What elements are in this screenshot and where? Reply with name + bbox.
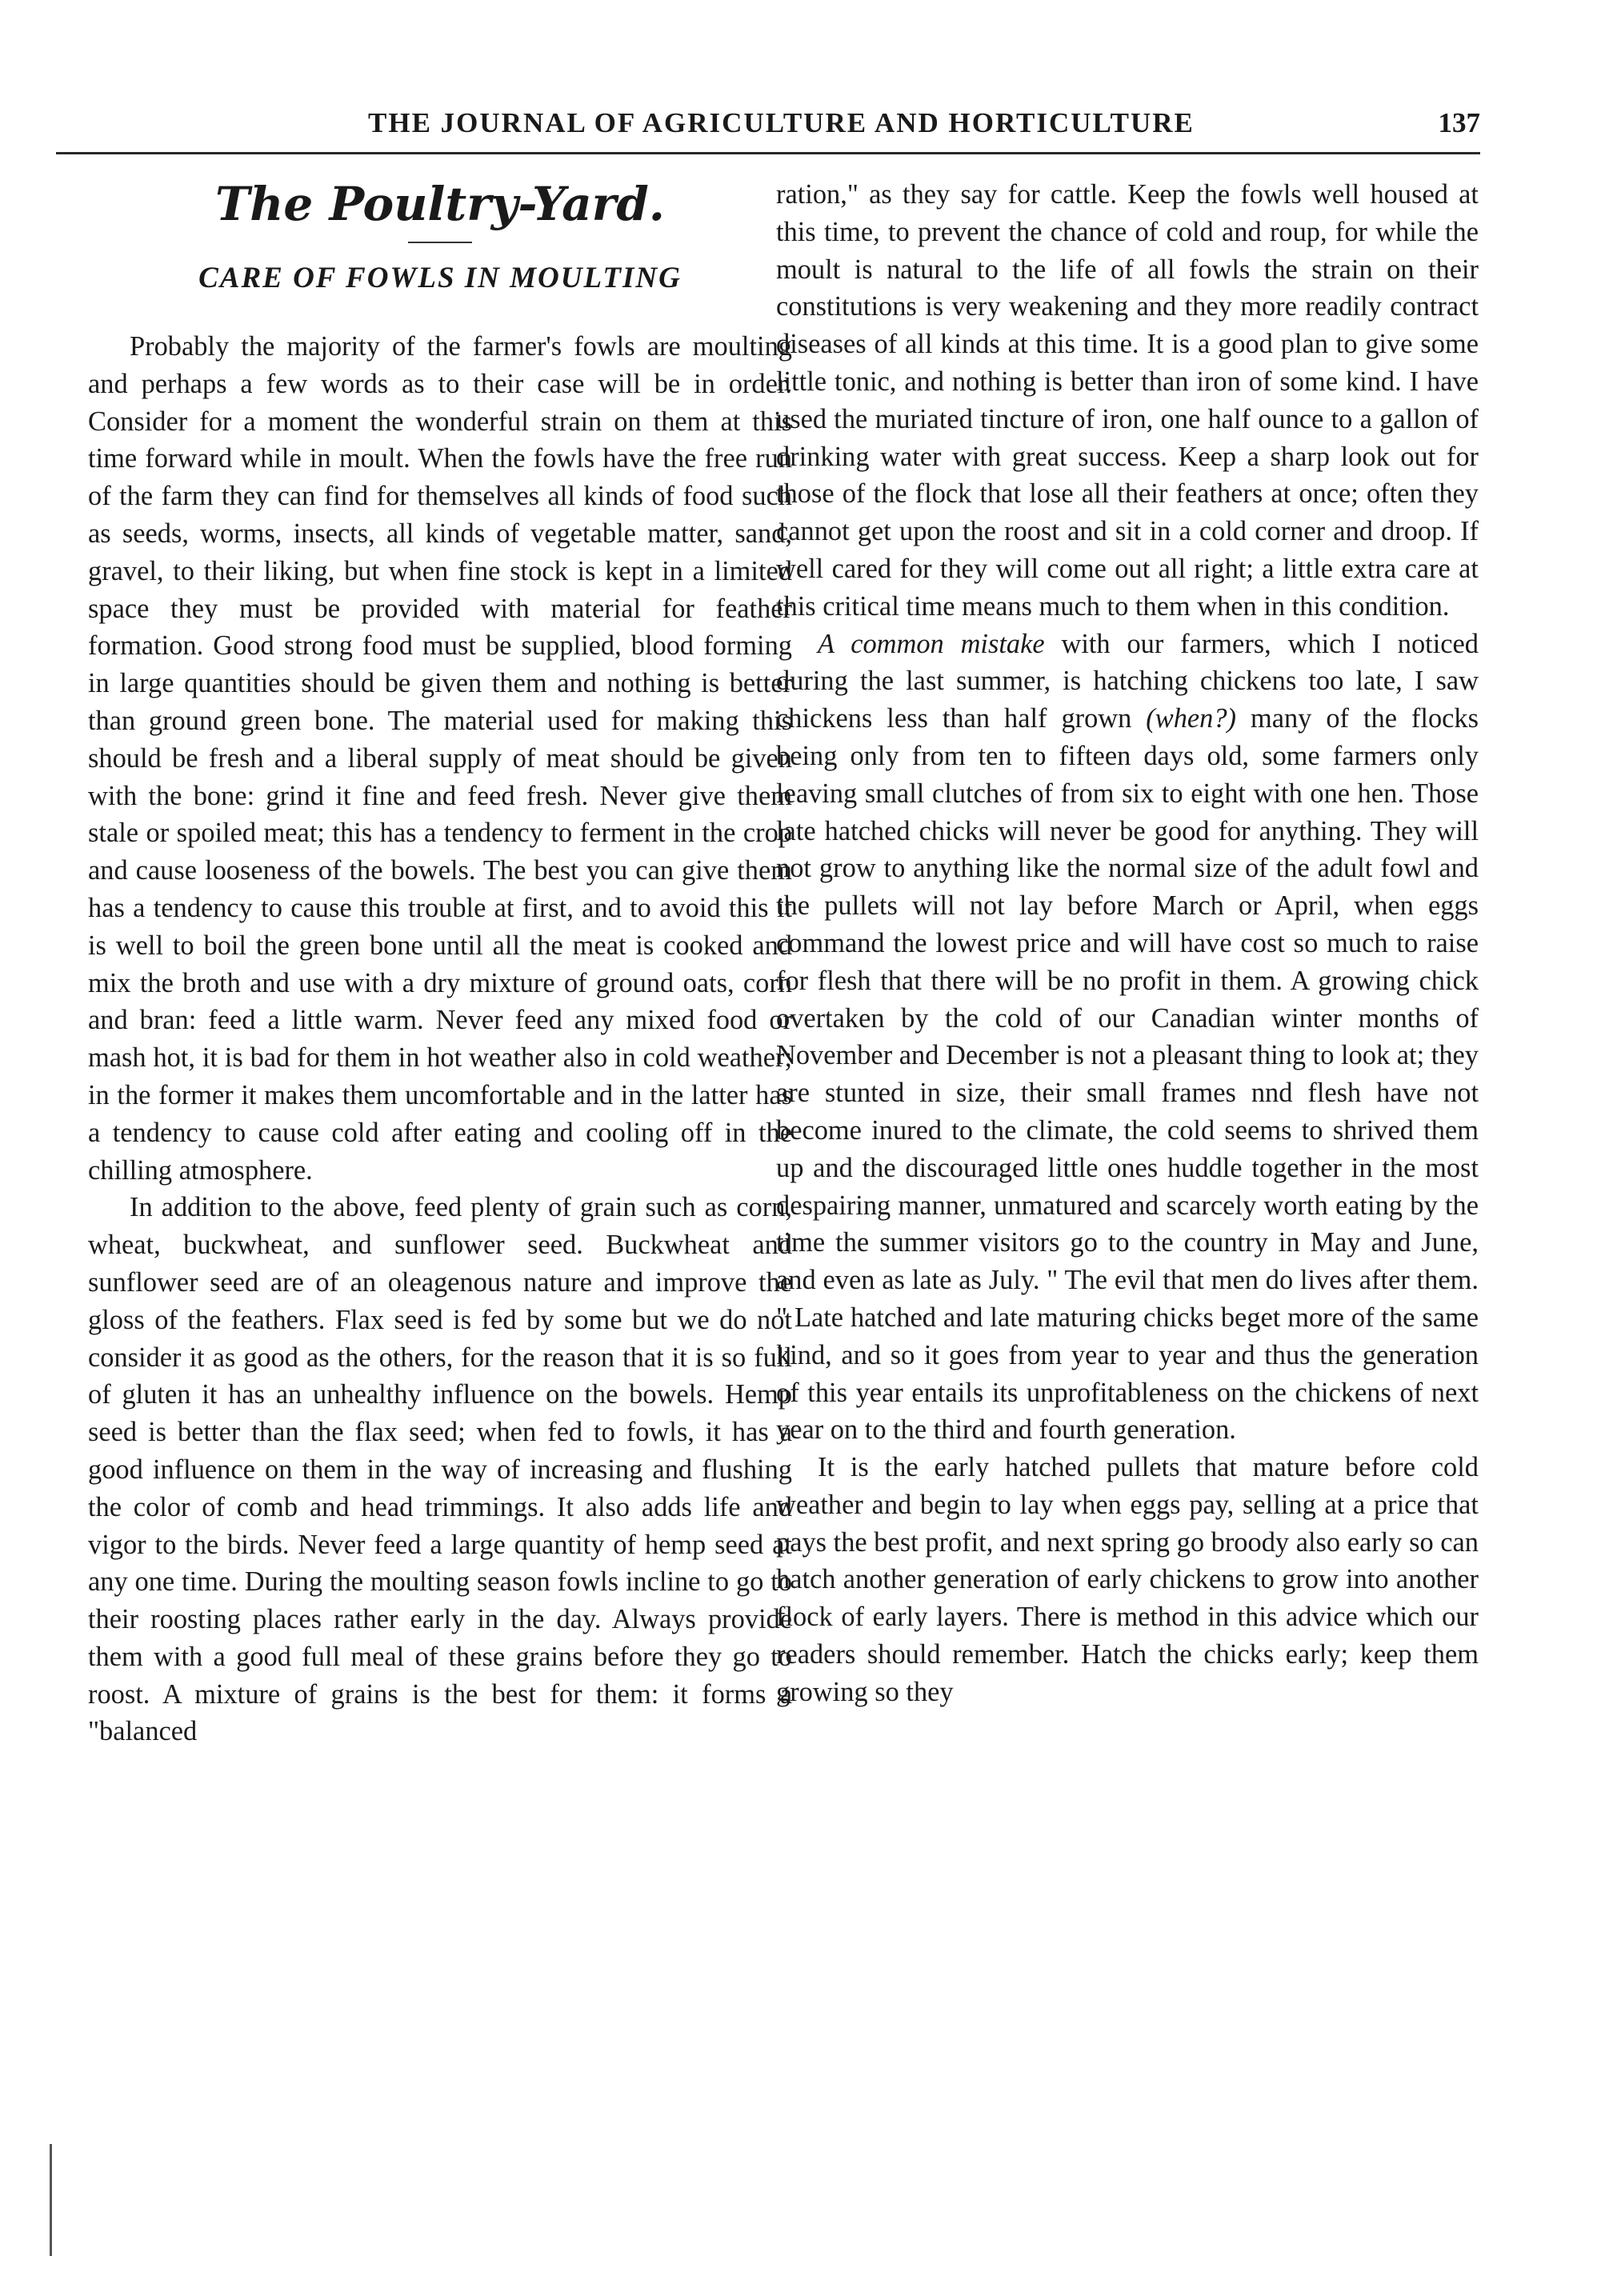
left-column [88,176,792,1750]
section-heading: The Poultry-Yard. [215,177,665,231]
emphasis: (when?) [1146,703,1236,734]
running-header [56,104,1480,154]
paragraph: In addition to the above, feed plenty of grain such as corn, wheat, buckwheat, and sunflower seed. Buckwheat and sunflower seed are of an oleagenous nature and improve the gloss of the feathers. Flax seed is fed by some but we do not consider it as good as the others, for the reason that it is so full of gluten it has an unhealthy influence on the bowels. Hemp seed is better than the flax seed; when fed to fowls, it has a good influence on them in the way of increasing and flushing the color of comb and head trimmings. It also adds life and vigor to the birds. Never feed a large quantity of hemp seed at any one time. During the moulting season fowls incline to go to their roosting places rather early in the day. Always provide them with a good full meal of these grains before they go to roost. A mixture of grains is the best for them: it forms a "balanced [88,1192,792,1747]
paragraph-text: with our farmers, which I noticed during the last summer, is hatching chickens too late, I saw chickens less than half grown [776,628,1479,734]
right-column [776,176,1479,1711]
article-title: CARE OF FOWLS IN MOULTING [198,262,682,294]
heading-divider [408,242,472,243]
running-title: THE JOURNAL OF AGRICULTURE AND HORTICULTURE [368,107,1195,138]
paragraph: Probably the majority of the farmer's fowls are moulting and perhaps a few words as to their case will be in order. Consider for a moment the wonderful strain on them at this time forward while in moult. When the fowls have the free run of the farm they can find for themselves all kinds of food such as seeds, worms, insects, all kinds of vegetable matter, sand, gravel, to their liking, but when fine stock is kept in a limited space they must be provided with material for feather formation. Good strong food must be supplied, blood forming in large quantities should be given them and nothing is better than ground green bone. The material used for making this should be fresh and a liberal supply of meat should be given with the bone: grind it fine and feed fresh. Never give them stale or spoiled meat; this has a tendency to ferment in the crop and cause looseness of the bowels. The best you can give them has a tendency to cause this trouble at first, and to avoid this it is well to boil the green bone until all the meat is cooked and mix the broth and use with a dry mixture of ground oats, corn and bran: feed a little warm. Never feed any mixed food or mash hot, it is bad for them in hot weather also in cold weather; in the former it makes them uncomfortable and in the latter has a tendency to cause cold after eating and cooling off in the chilling atmosphere. [88,331,792,1186]
emphasis: A common mistake [818,628,1045,659]
margin-mark [50,2144,52,2256]
paragraph: It is the early hatched pullets that mature before cold weather and begin to lay when eggs pay, selling at a price that pays the best profit, and next spring go broody also early so can hatch another generation of early chickens to grow into another flock of early layers. There is method in this advice which our readers should remember. Hatch the chicks early; keep them growing so they [776,1452,1479,1707]
paragraph-text: many of the flocks being only from ten to fifteen days old, some farmers only leaving small clutches of from six to eight with one hen. Those late hatched chicks will never be good for anything. They will not grow to anything like the normal size of the adult fowl and the pullets will not lay before March or April, when eggs command the lowest price and will have cost so much to raise for flesh that there will be no profit in them. A growing chick overtaken by the cold of our Canadian winter months of November and December is not a pleasant thing to look at; they are stunted in size, their small frames nnd flesh have not become inured to the climate, the cold seems to shrived them up and the discouraged little ones huddle together in the most despairing manner, unmatured and scarcely worth eating by the time the summer visitors go to the country in May and June, and even as late as July. " The evil that men do lives after them. " Late hatched and late maturing chicks beget more of the same kind, and so it goes from year to year and thus the generation of this year entails its unprofitableness on the chickens of next year on to the third and fourth generation. [776,703,1479,1446]
page-number: 137 [1438,107,1480,138]
paragraph [776,626,1479,1450]
paragraph: ration," as they say for cattle. Keep the fowls well housed at this time, to prevent the chance of cold and roup, for while the moult is natural to the life of all fowls the strain on their constitutions is very weakening and they more readily contract diseases of all kinds at this time. It is a good plan to give some little tonic, and nothing is better than iron of some kind. I have used the muriated tincture of iron, one half ounce to a gallon of drinking water with great success. Keep a sharp look out for those of the flock that lose all their feathers at once; often they cannot get upon the roost and sit in a cold corner and droop. If well cared for they will come out all right; a little extra care at this critical time means much to them when in this condition. [776,179,1479,622]
